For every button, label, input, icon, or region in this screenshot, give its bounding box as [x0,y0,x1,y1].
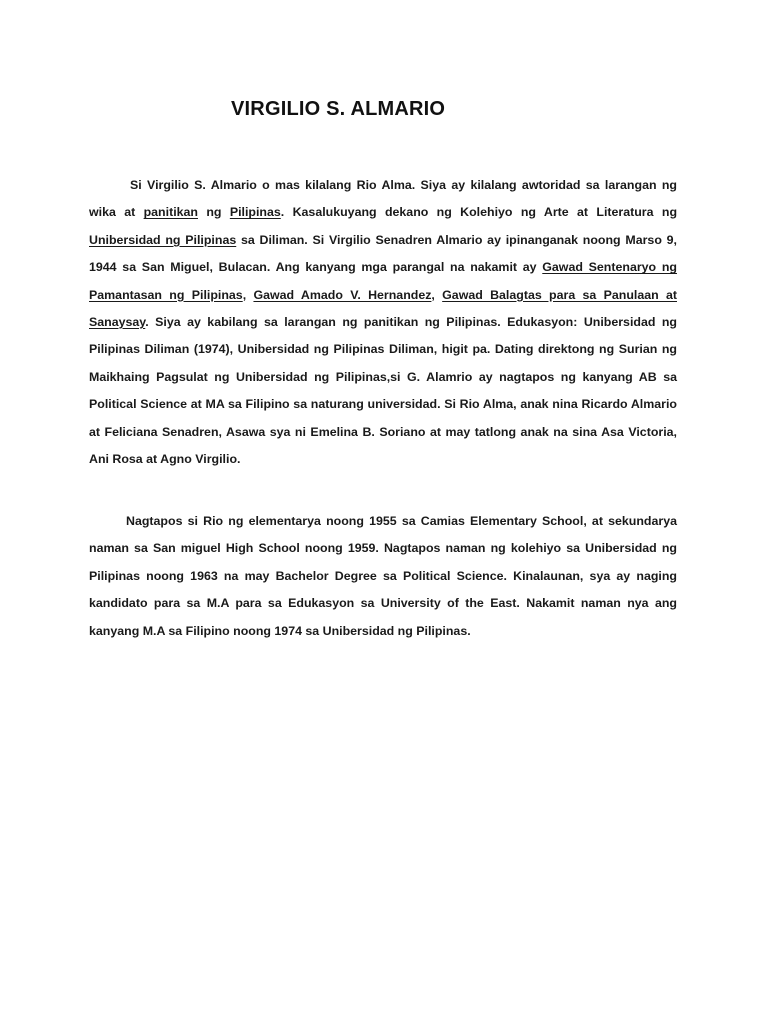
page-title: VIRGILIO S. ALMARIO [231,98,446,120]
paragraph-text: ng [197,205,230,220]
link-gawad-balagtas[interactable]: Gawad Balagtas para sa Panulaan at Sanaysay [89,287,677,330]
paragraph-text: Si Virgilio S. Almario o mas kilalang Rio Alma. Siya ay kilalang awtoridad sa larangan ng wika at [89,178,677,220]
link-pilipinas[interactable]: Pilipinas [229,205,281,220]
paragraph-text: . Siya ay kabilang sa larangan ng panitikan ng Pilipinas. Edukasyon: Unibersidad ng Pilipinas Diliman (1974), Unibersidad ng Pilipinas Diliman, higit pa. Dating direktong ng Surian ng Maikhaing Pagsulat ng Unibersidad ng Pilipinas,si G. Alamrio ay nagtapos ng kanyang AB sa Political Science at MA sa Filipino sa naturang universidad. Si Rio Alma, anak nina Ricardo Almario at Feliciana Senadren, Asawa sya ni Emelina B. Soriano at may tatlong anak na sina Asa Victoria, Ani Rosa at Agno Virgilio. [89,315,677,467]
link-panitikan[interactable]: panitikan [143,205,198,220]
paragraph-text: , [242,287,254,302]
link-gawad-sentenaryo[interactable]: Gawad Sentenaryo ng Pamantasan ng Pilipinas [89,260,677,302]
paragraph-biography [89,172,677,473]
paragraph-text: . Kasalukuyang dekano ng Kolehiyo ng Arte at Literatura ng [280,205,678,220]
paragraph-education: Nagtapos si Rio ng elementarya noong 1955 sa Camias Elementary School, at sekundarya naman sa San miguel High School noong 1959. Nagtapos naman ng kolehiyo sa Unibersidad ng Pilipinas noong 1963 na may Bachelor Degree sa Political Science. Kinalaunan, sya ay naging kandidato para sa M.A para sa Edukasyon sa University of the East. Nakamit naman nya ang kanyang M.A sa Filipino noong 1974 sa Unibersidad ng Pilipinas. [89,514,677,638]
paragraph-text: , [431,287,443,302]
link-unibersidad-ng-pilipinas[interactable]: Unibersidad ng Pilipinas [89,232,237,247]
paragraph-text: sa Diliman. Si Virgilio Senadren Almario ay ipinanganak noong Marso 9, 1944 sa San Miguel, Bulacan. Ang kanyang mga parangal na nakamit ay [89,232,677,275]
link-gawad-amado-v-hernandez[interactable]: Gawad Amado V. Hernandez [253,287,432,302]
